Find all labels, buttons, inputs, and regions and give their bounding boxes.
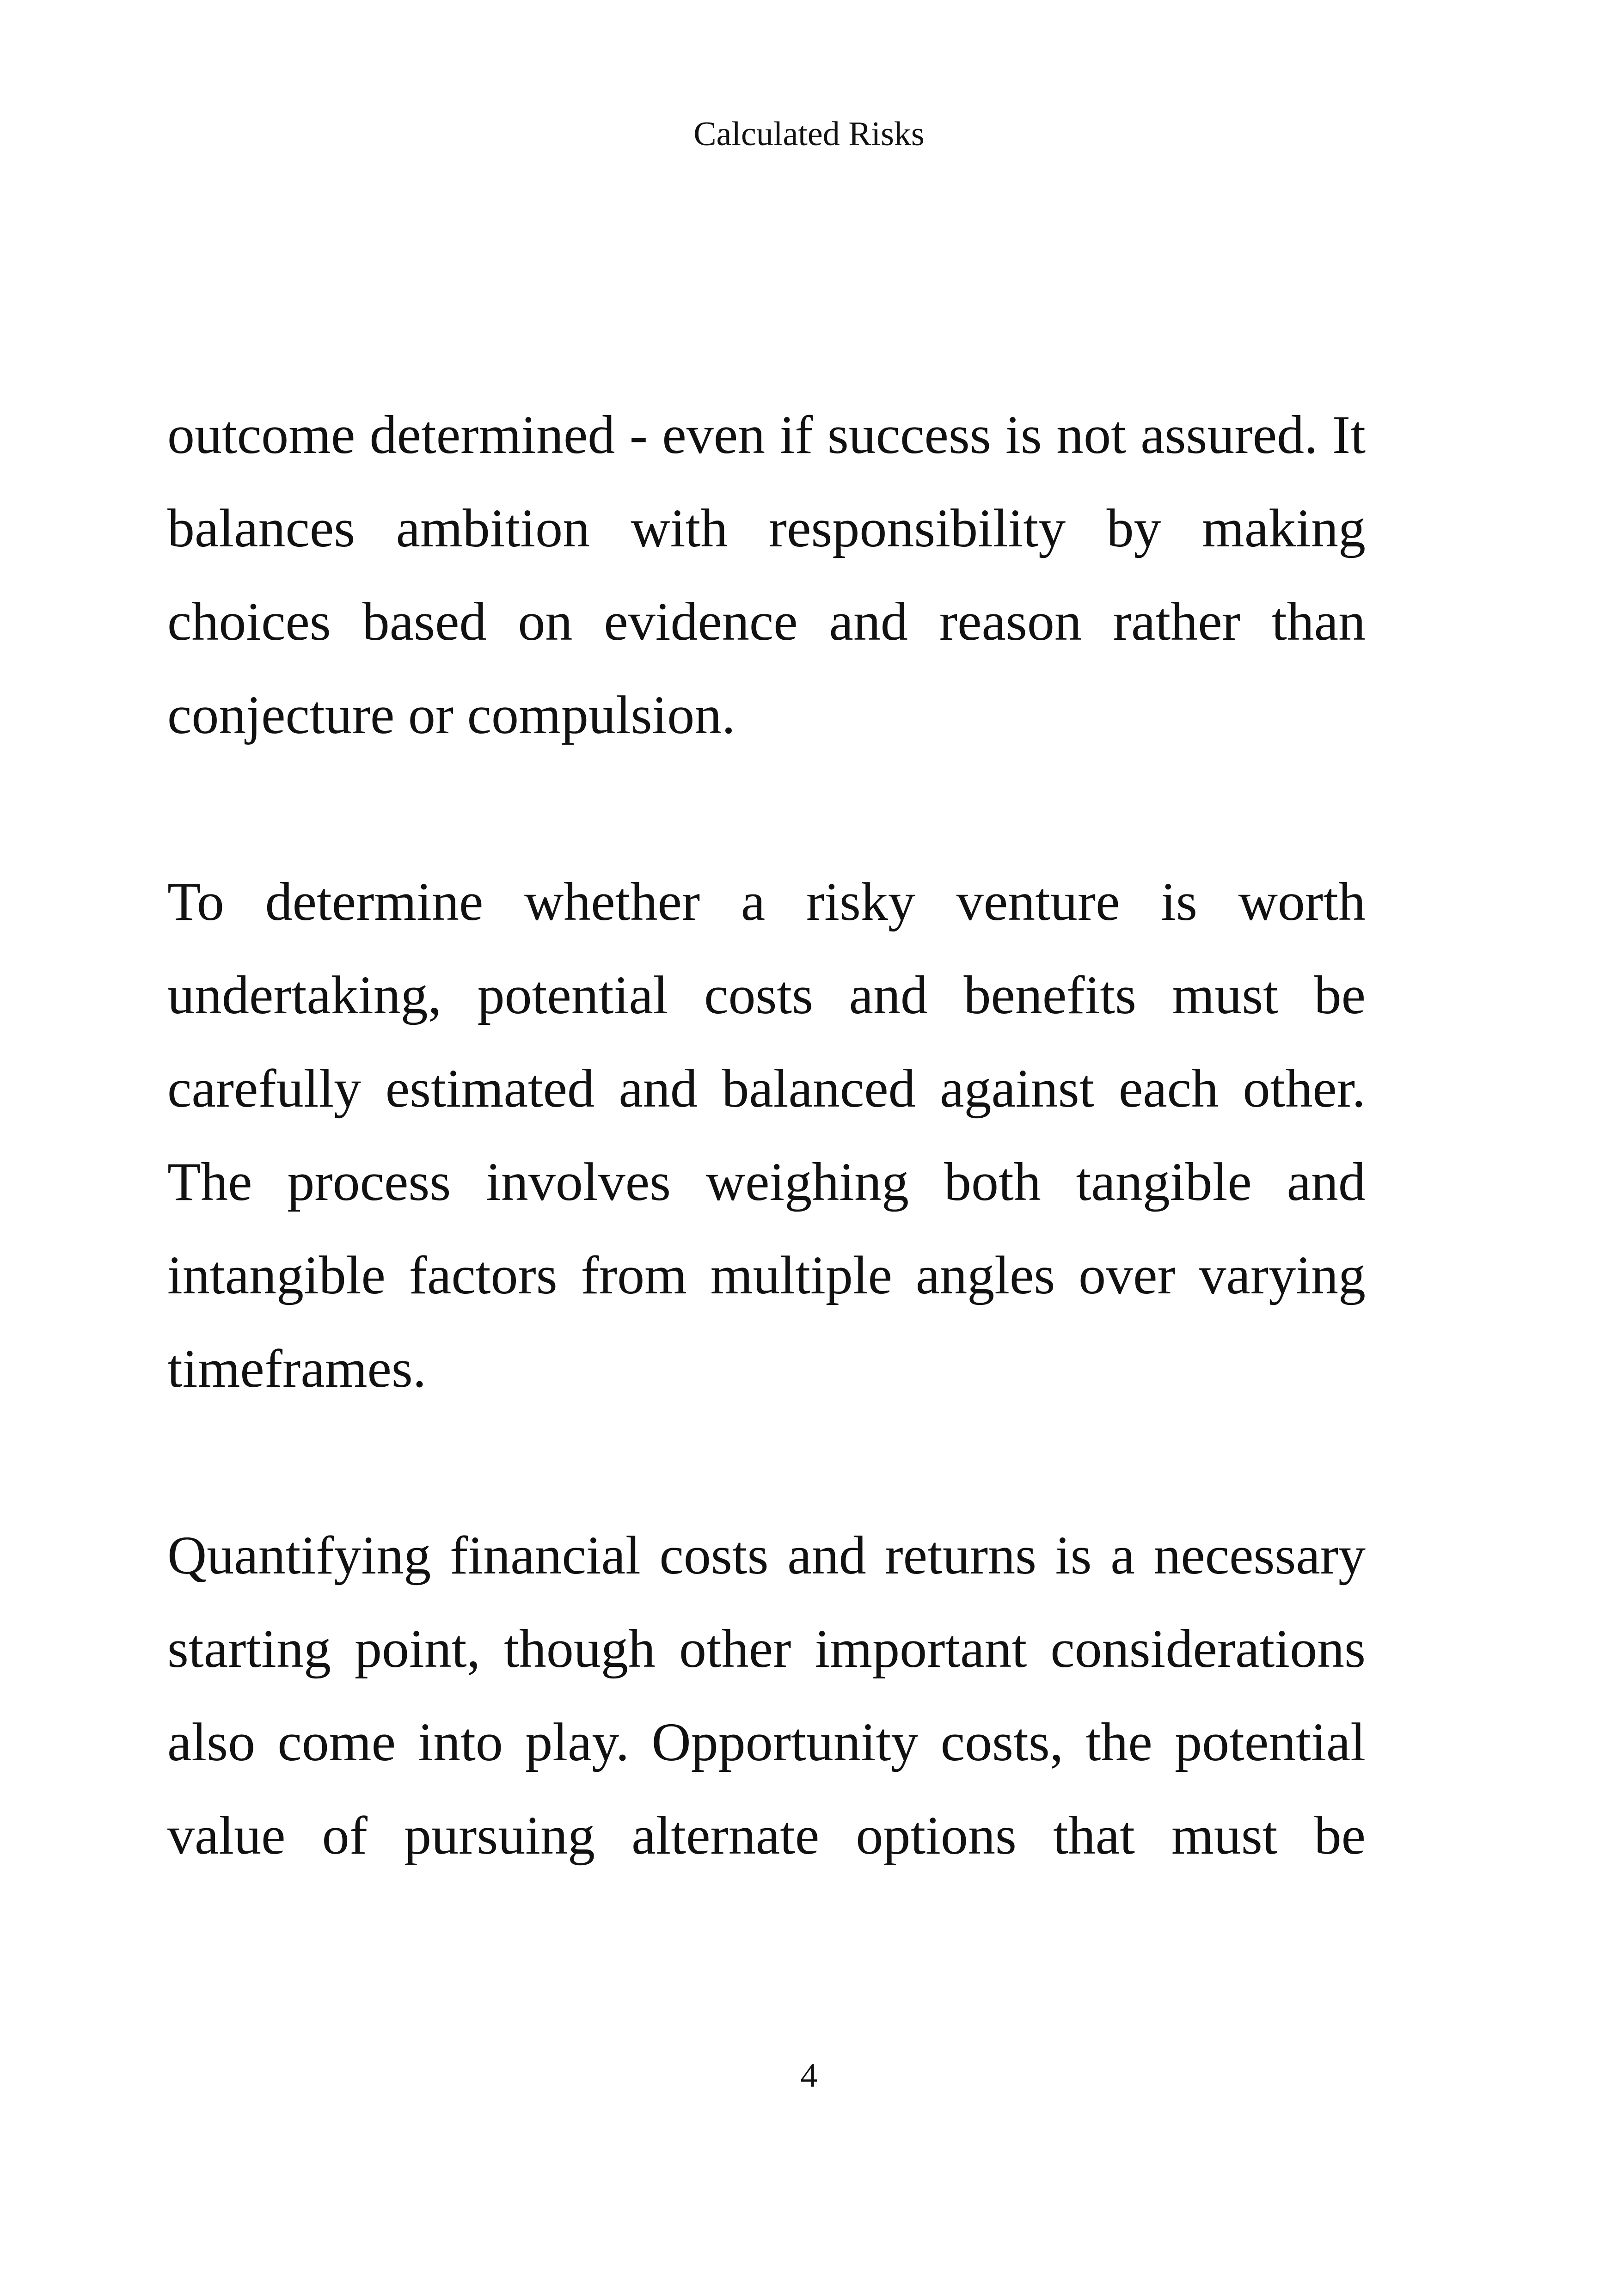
- page-body: [167, 388, 1366, 1976]
- paragraph-1: outcome determined - even if success is not assured. It balances ambition with responsibility by making choices based on evidence and reason rather than conjecture or compulsion.: [167, 404, 1366, 745]
- page-number: 4: [800, 2057, 818, 2094]
- paragraph-3: Quantifying financial costs and returns is a necessary starting point, though other important considerations also come into play. Opportunity costs, the potential value of pursuing alternate options that must be: [167, 1525, 1366, 1866]
- running-header: Calculated Risks: [693, 115, 925, 153]
- paragraph-2: To determine whether a risky venture is worth undertaking, potential costs and benefits must be carefully estimated and balanced against each other. The process involves weighing both tangible and intangible factors from multiple angles over varying timeframes.: [167, 871, 1366, 1399]
